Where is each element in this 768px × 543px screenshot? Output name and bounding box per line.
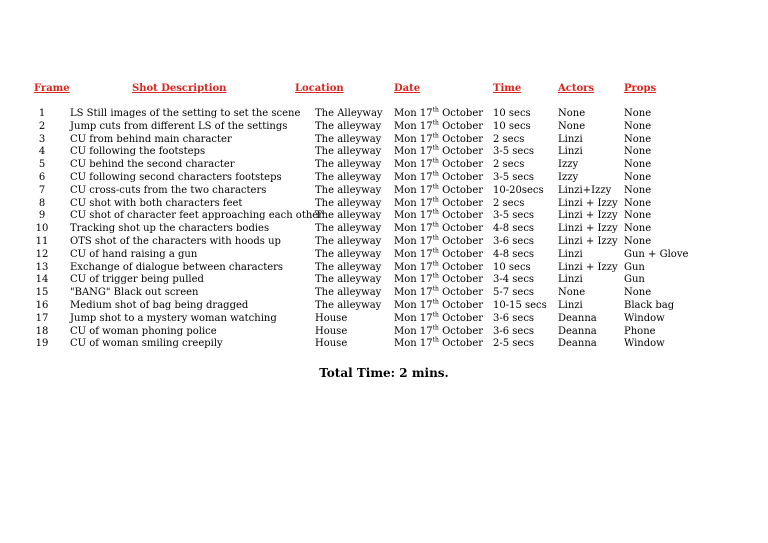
shot-description-cell: CU cross-cuts from the two characters	[70, 184, 267, 196]
location-cell: House	[315, 325, 348, 337]
time-cell: 2 secs	[493, 197, 525, 209]
frame-cell: 18	[35, 325, 49, 337]
date-ordinal: th	[432, 247, 439, 255]
date-month: October	[442, 146, 484, 158]
shot-description-cell: CU following second characters footsteps	[70, 172, 282, 183]
location-cell: The alleyway	[315, 210, 382, 222]
date-cell	[394, 338, 483, 349]
location-cell: The Alleyway	[315, 108, 383, 119]
actors-cell: Linzi + Izzy	[558, 261, 618, 273]
table-row	[0, 210, 768, 223]
date-cell	[394, 108, 483, 119]
date-month: October	[442, 197, 484, 209]
table-row	[0, 287, 768, 300]
table-row	[0, 338, 768, 351]
actors-cell: Izzy	[558, 159, 579, 171]
frame-cell: 17	[35, 312, 49, 324]
table-row	[0, 146, 768, 159]
date-cell	[394, 210, 483, 221]
date-ordinal: th	[432, 298, 439, 306]
table-row	[0, 172, 768, 185]
time-cell: 3-4 secs	[493, 274, 535, 286]
date-month: October	[442, 312, 484, 324]
date-ordinal: th	[432, 324, 439, 332]
location-cell: The alleyway	[315, 287, 382, 299]
shot-description-cell: CU shot of character feet approaching each other	[70, 210, 323, 222]
actors-cell: None	[558, 287, 586, 299]
actors-cell: Linzi	[558, 133, 583, 145]
table-row	[0, 249, 768, 262]
shot-description-cell: Exchange of dialogue between characters	[70, 261, 284, 273]
props-cell: None	[624, 197, 652, 209]
date-ordinal: th	[432, 337, 439, 345]
table-row	[0, 121, 768, 134]
header-frame: Frame	[34, 83, 70, 94]
frame-cell: 19	[35, 338, 49, 350]
shot-description-cell: CU from behind main character	[70, 133, 232, 145]
frame-cell: 7	[38, 184, 46, 196]
table-row	[0, 300, 768, 313]
time-cell: 10 secs	[493, 261, 531, 273]
props-cell: None	[624, 184, 652, 196]
date-cell	[394, 313, 483, 324]
shot-description-cell: CU following the footsteps	[70, 146, 206, 158]
date-ordinal: th	[432, 273, 439, 281]
props-cell: None	[624, 223, 652, 235]
date-day: Mon 17	[394, 210, 433, 222]
table-row	[0, 108, 768, 121]
actors-cell: Deanna	[558, 338, 597, 350]
props-cell: None	[624, 172, 652, 183]
date-day: Mon 17	[394, 300, 433, 311]
shot-description-cell: LS Still images of the setting to set the scene	[70, 108, 301, 119]
frame-cell: 16	[35, 300, 49, 311]
props-cell: Window	[624, 338, 665, 350]
frame-cell: 13	[35, 261, 49, 273]
location-cell: The alleyway	[315, 146, 382, 158]
frame-cell: 5	[38, 159, 46, 171]
location-cell: The alleyway	[315, 184, 382, 196]
time-cell: 10-20secs	[493, 184, 544, 196]
props-cell: None	[624, 287, 652, 299]
actors-cell: Linzi	[558, 248, 583, 260]
date-ordinal: th	[432, 106, 439, 114]
time-cell: 2-5 secs	[493, 338, 535, 350]
date-cell	[394, 287, 483, 298]
time-cell: 3-6 secs	[493, 325, 535, 337]
date-month: October	[442, 159, 484, 171]
shot-description-cell: CU shot with both characters feet	[70, 197, 243, 209]
props-cell: Phone	[624, 325, 656, 337]
shot-description-cell: CU of hand raising a gun	[70, 248, 198, 260]
shot-description-cell: Jump cuts from different LS of the settings	[70, 120, 288, 132]
date-day: Mon 17	[394, 223, 433, 235]
props-cell: None	[624, 133, 652, 145]
date-day: Mon 17	[394, 261, 433, 273]
date-ordinal: th	[432, 119, 439, 127]
actors-cell: Linzi+Izzy	[558, 184, 612, 196]
props-cell: None	[624, 120, 652, 132]
date-cell	[394, 121, 483, 132]
location-cell: The alleyway	[315, 261, 382, 273]
table-row	[0, 262, 768, 275]
location-cell: The alleyway	[315, 197, 382, 209]
time-cell: 3-5 secs	[493, 210, 535, 222]
date-ordinal: th	[432, 196, 439, 204]
header-actors: Actors	[558, 83, 595, 94]
time-cell: 5-7 secs	[493, 287, 535, 299]
date-month: October	[442, 184, 484, 196]
table-row	[0, 134, 768, 147]
actors-cell: Izzy	[558, 172, 579, 183]
date-month: October	[442, 338, 484, 350]
date-ordinal: th	[432, 260, 439, 268]
date-cell	[394, 172, 483, 183]
props-cell: Gun	[624, 274, 645, 286]
time-cell: 4-8 secs	[493, 248, 535, 260]
date-month: October	[442, 248, 484, 260]
header-time: Time	[493, 83, 522, 94]
time-cell: 2 secs	[493, 133, 525, 145]
date-ordinal: th	[432, 311, 439, 319]
shot-description-cell: Jump shot to a mystery woman watching	[70, 312, 277, 324]
actors-cell: Linzi + Izzy	[558, 223, 618, 235]
date-cell	[394, 185, 483, 196]
time-cell: 3-5 secs	[493, 146, 535, 158]
actors-cell: Deanna	[558, 325, 597, 337]
location-cell: The alleyway	[315, 274, 382, 286]
location-cell: The alleyway	[315, 172, 382, 183]
header-date: Date	[394, 83, 421, 94]
table-row	[0, 185, 768, 198]
frame-cell: 12	[35, 248, 49, 260]
date-day: Mon 17	[394, 146, 433, 158]
location-cell: House	[315, 338, 348, 350]
shot-description-cell: CU behind the second character	[70, 159, 235, 171]
date-cell	[394, 300, 483, 311]
props-cell: None	[624, 146, 652, 158]
date-month: October	[442, 287, 484, 299]
date-day: Mon 17	[394, 312, 433, 324]
actors-cell: Deanna	[558, 312, 597, 324]
date-day: Mon 17	[394, 197, 433, 209]
date-ordinal: th	[432, 221, 439, 229]
date-cell	[394, 223, 483, 234]
date-day: Mon 17	[394, 287, 433, 299]
props-cell: Gun + Glove	[624, 248, 689, 260]
date-ordinal: th	[432, 132, 439, 140]
date-day: Mon 17	[394, 274, 433, 286]
date-month: October	[442, 274, 484, 286]
date-day: Mon 17	[394, 184, 433, 196]
actors-cell: Linzi	[558, 274, 583, 286]
props-cell: None	[624, 210, 652, 222]
date-cell	[394, 262, 483, 273]
location-cell: House	[315, 312, 348, 324]
date-day: Mon 17	[394, 236, 433, 247]
date-month: October	[442, 325, 484, 337]
date-ordinal: th	[432, 157, 439, 165]
table-row	[0, 313, 768, 326]
shot-description-cell: CU of woman phoning police	[70, 325, 217, 337]
table-row	[0, 274, 768, 287]
time-cell: 4-8 secs	[493, 223, 535, 235]
date-month: October	[442, 108, 484, 119]
props-cell: Window	[624, 312, 665, 324]
date-cell	[394, 134, 483, 145]
frame-cell: 3	[38, 133, 46, 145]
frame-cell: 1	[38, 108, 46, 119]
frame-cell: 4	[38, 146, 46, 158]
header-location: Location	[295, 83, 344, 94]
time-cell: 10 secs	[493, 108, 531, 119]
date-day: Mon 17	[394, 172, 433, 183]
date-cell	[394, 236, 483, 247]
props-cell: None	[624, 108, 652, 119]
props-cell: None	[624, 236, 652, 247]
date-month: October	[442, 133, 484, 145]
time-cell: 10-15 secs	[493, 300, 547, 311]
location-cell: The alleyway	[315, 236, 382, 247]
actors-cell: Linzi	[558, 146, 583, 158]
time-cell: 2 secs	[493, 159, 525, 171]
location-cell: The alleyway	[315, 120, 382, 132]
props-cell: Black bag	[624, 300, 675, 311]
header-shot-description: Shot Description	[132, 83, 227, 94]
props-cell: None	[624, 159, 652, 171]
date-day: Mon 17	[394, 325, 433, 337]
table-row	[0, 223, 768, 236]
actors-cell: None	[558, 108, 586, 119]
shot-description-cell: "BANG" Black out screen	[70, 287, 199, 299]
date-day: Mon 17	[394, 248, 433, 260]
date-month: October	[442, 210, 484, 222]
date-day: Mon 17	[394, 120, 433, 132]
table-row	[0, 198, 768, 211]
date-month: October	[442, 172, 484, 183]
date-ordinal: th	[432, 170, 439, 178]
table-row	[0, 159, 768, 172]
location-cell: The alleyway	[315, 159, 382, 171]
date-day: Mon 17	[394, 159, 433, 171]
actors-cell: Linzi + Izzy	[558, 197, 618, 209]
actors-cell: Linzi	[558, 300, 583, 311]
date-cell	[394, 326, 483, 337]
location-cell: The alleyway	[315, 300, 382, 311]
props-cell: Gun	[624, 261, 645, 273]
location-cell: The alleyway	[315, 248, 382, 260]
table-row	[0, 326, 768, 339]
time-cell: 3-6 secs	[493, 236, 535, 247]
location-cell: The alleyway	[315, 133, 382, 145]
shot-description-cell: CU of trigger being pulled	[70, 274, 204, 286]
shot-description-cell: Medium shot of bag being dragged	[70, 300, 249, 311]
actors-cell: None	[558, 120, 586, 132]
date-day: Mon 17	[394, 133, 433, 145]
date-cell	[394, 249, 483, 260]
shot-description-cell: Tracking shot up the characters bodies	[70, 223, 270, 235]
table-row	[0, 236, 768, 249]
header-props: Props	[624, 83, 657, 94]
shot-description-cell: OTS shot of the characters with hoods up	[70, 236, 281, 247]
date-ordinal: th	[432, 183, 439, 191]
actors-cell: Linzi + Izzy	[558, 236, 618, 247]
frame-cell: 8	[38, 197, 46, 209]
date-cell	[394, 274, 483, 285]
total-time: Total Time: 2 mins.	[319, 366, 449, 380]
date-cell	[394, 159, 483, 170]
date-ordinal: th	[432, 285, 439, 293]
date-day: Mon 17	[394, 108, 433, 119]
date-cell	[394, 198, 483, 209]
date-month: October	[442, 120, 484, 132]
date-cell	[394, 146, 483, 157]
frame-cell: 6	[38, 172, 46, 183]
date-day: Mon 17	[394, 338, 433, 350]
actors-cell: Linzi + Izzy	[558, 210, 618, 222]
frame-cell: 11	[35, 236, 49, 247]
frame-cell: 10	[35, 223, 49, 235]
location-cell: The alleyway	[315, 223, 382, 235]
date-month: October	[442, 236, 484, 247]
frame-cell: 15	[35, 287, 49, 299]
time-cell: 10 secs	[493, 120, 531, 132]
shot-description-cell: CU of woman smiling creepily	[70, 338, 223, 350]
date-ordinal: th	[432, 234, 439, 242]
frame-cell: 14	[35, 274, 49, 286]
frame-cell: 2	[38, 120, 46, 132]
time-cell: 3-5 secs	[493, 172, 535, 183]
date-ordinal: th	[432, 209, 439, 217]
date-month: October	[442, 300, 484, 311]
date-ordinal: th	[432, 145, 439, 153]
time-cell: 3-6 secs	[493, 312, 535, 324]
date-month: October	[442, 261, 484, 273]
frame-cell: 9	[38, 210, 46, 222]
date-month: October	[442, 223, 484, 235]
